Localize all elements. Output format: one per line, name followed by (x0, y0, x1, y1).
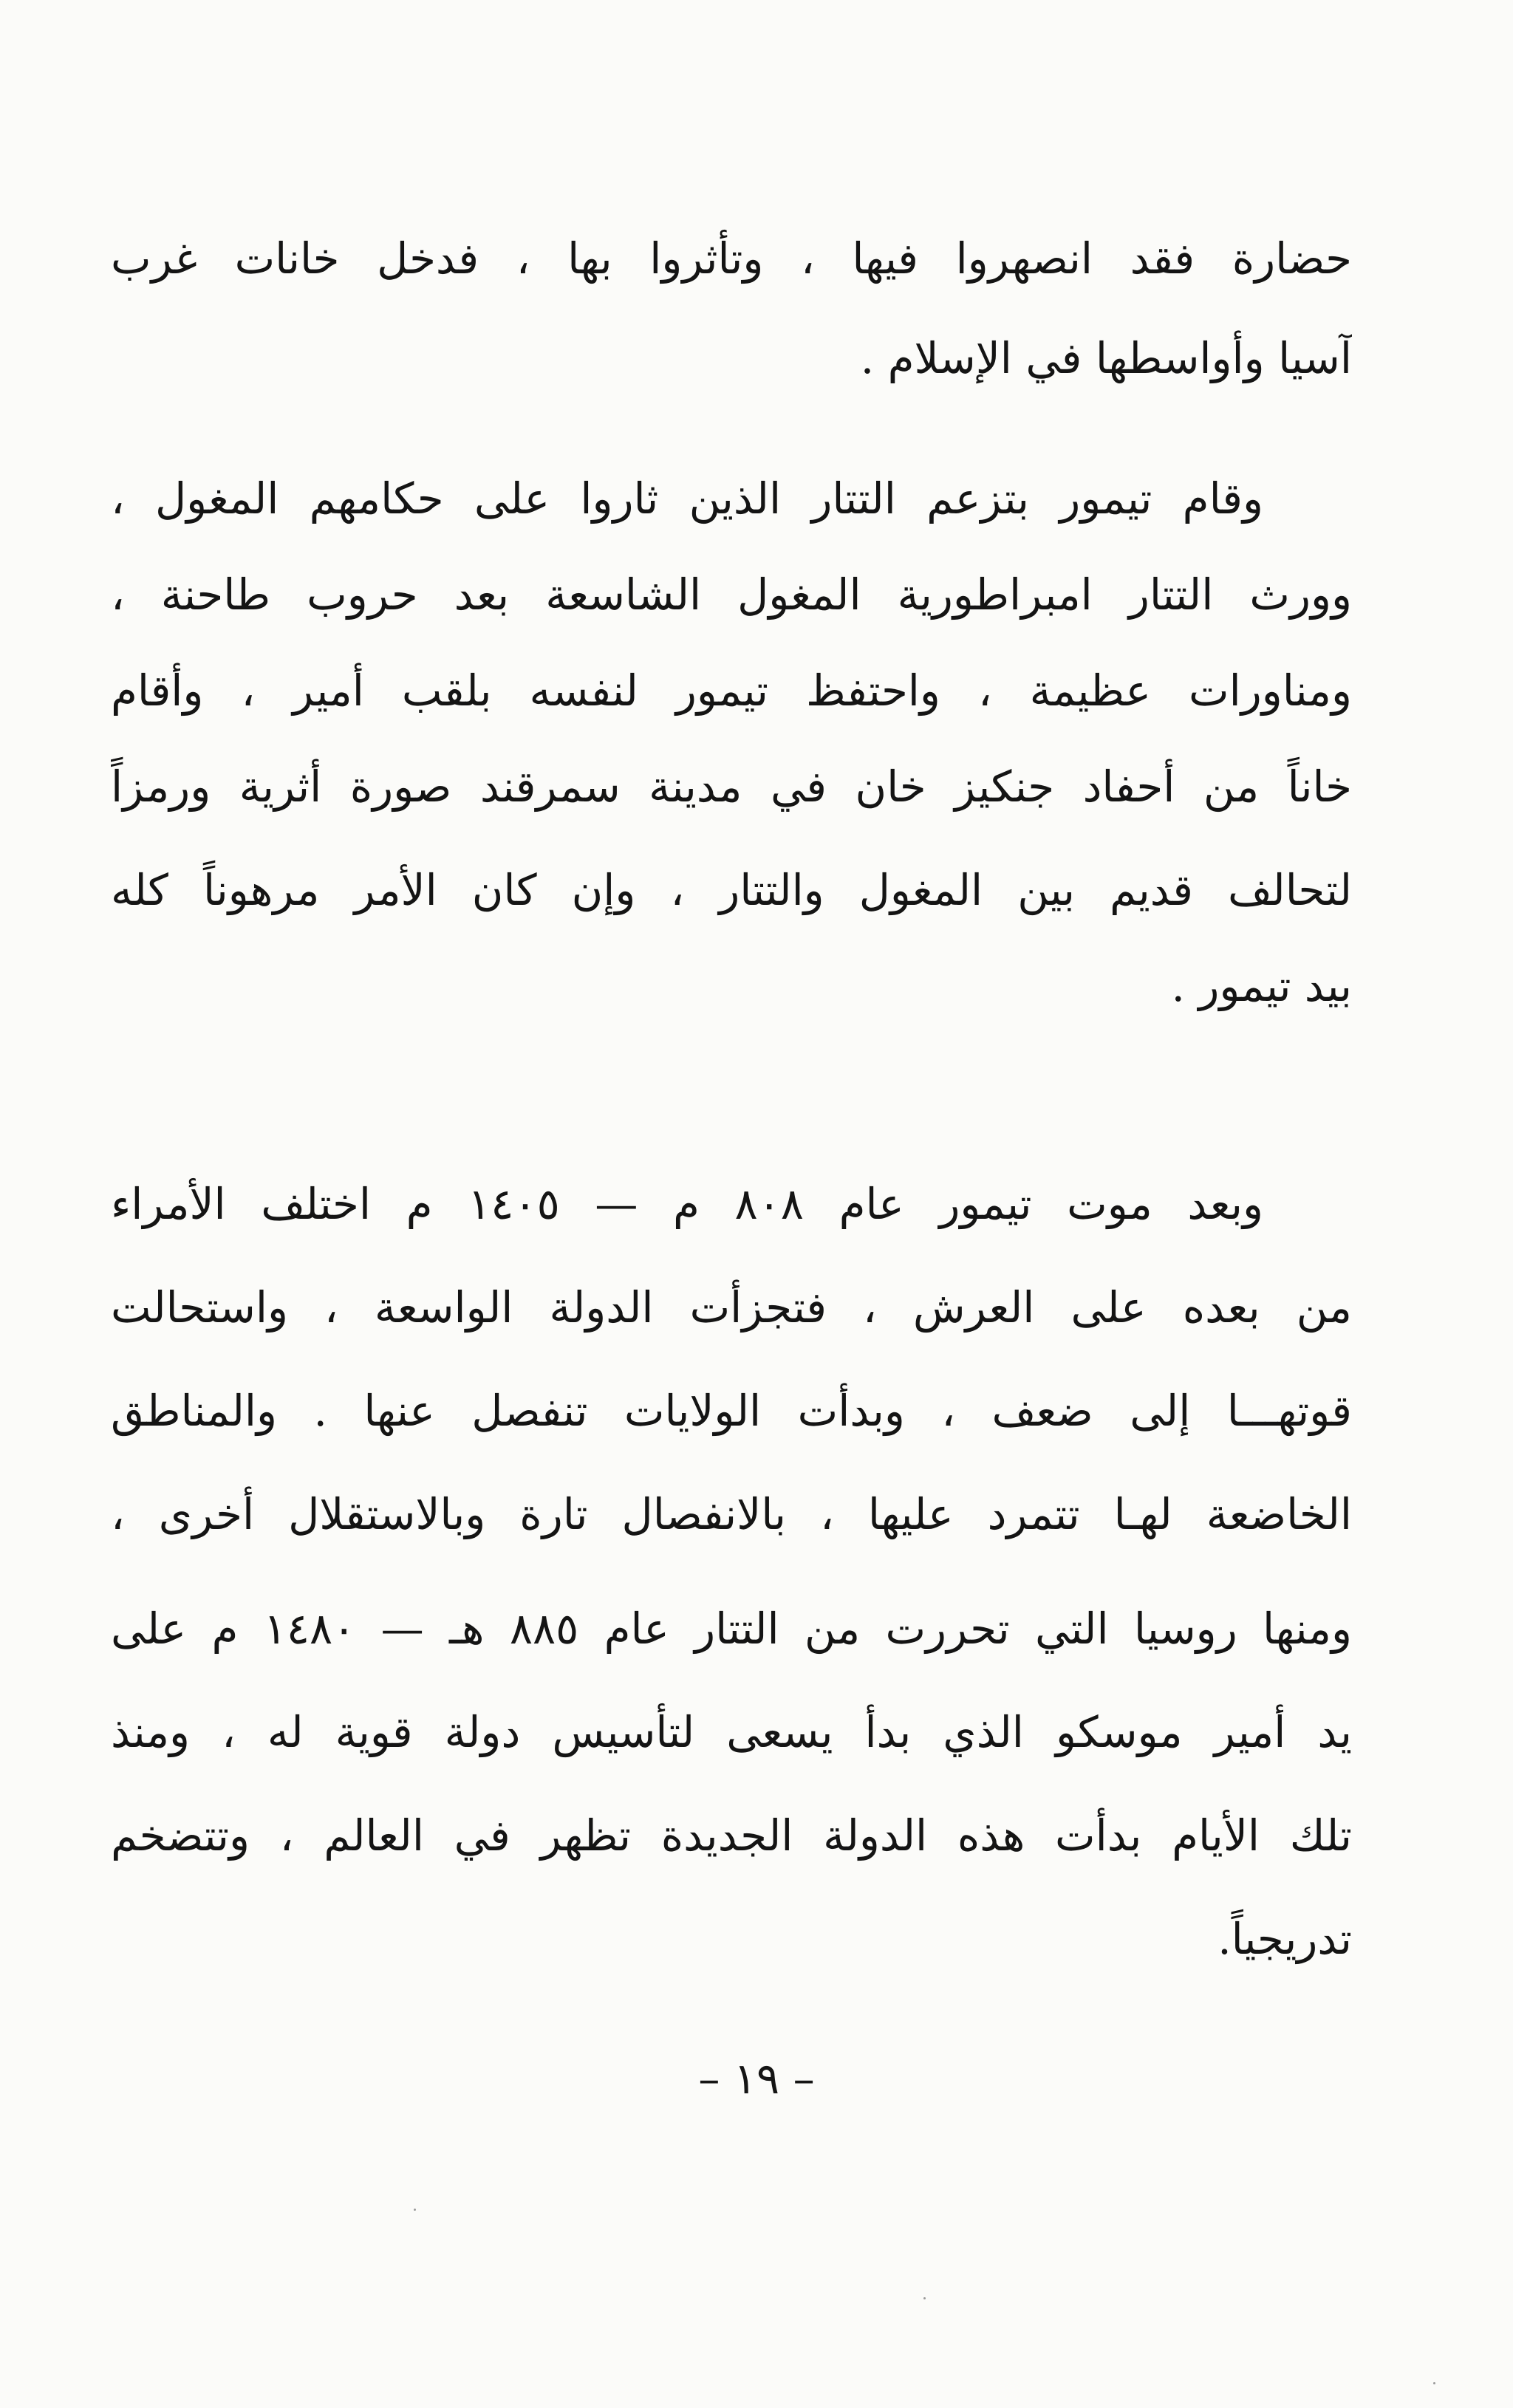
scan-speck (1433, 2382, 1435, 2384)
text-line: وبعد موت تيمور عام ٨٠٨ م — ١٤٠٥ م اختلف الأمراء (111, 1179, 1263, 1229)
text-line: حضارة فقد انصهروا فيها ، وتأثروا بها ، فدخل خانات غرب (111, 233, 1352, 284)
scan-speck (414, 2209, 416, 2211)
page-number: – ١٩ – (698, 2053, 815, 2104)
text-line: وورث التتار امبراطورية المغول الشاسعة بعد حروب طاحنة ، (111, 569, 1352, 620)
text-line: من بعده على العرش ، فتجزأت الدولة الواسعة ، واستحالت (111, 1282, 1352, 1333)
text-line: وقام تيمور بتزعم التتار الذين ثاروا على حكامهم المغول ، (111, 473, 1263, 524)
text-line: تلك الأيام بدأت هذه الدولة الجديدة تظهر في العالم ، وتتضخم (111, 1810, 1352, 1861)
text-line: قوتهـــا إلى ضعف ، وبدأت الولايات تنفصل عنها . والمناطق (111, 1386, 1352, 1436)
text-line: الخاضعة لهـا تتمرد عليها ، بالانفصال تارة وبالاستقلال أخرى ، (111, 1489, 1352, 1539)
text-line: لتحالف قديم بين المغول والتتار ، وإن كان الأمر مرهوناً كله (111, 865, 1352, 915)
text-line: يد أمير موسكو الذي بدأ يسعى لتأسيس دولة قوية له ، ومنذ (111, 1707, 1352, 1757)
text-line: بيد تيمور . (1171, 961, 1352, 1011)
text-line: خاناً من أحفاد جنكيز خان في مدينة سمرقند صورة أثرية ورمزاً (111, 762, 1352, 812)
text-line: تدريجياً. (1217, 1914, 1352, 1964)
text-line: ومناورات عظيمة ، واحتفظ تيمور لنفسه بلقب أمير ، وأقام (111, 666, 1352, 716)
scan-speck (923, 2297, 926, 2299)
text-line: آسيا وأواسطها في الإسلام . (860, 333, 1352, 383)
text-line: ومنها روسيا التي تحررت من التتار عام ٨٨٥ هـ — ١٤٨٠ م على (111, 1604, 1352, 1654)
